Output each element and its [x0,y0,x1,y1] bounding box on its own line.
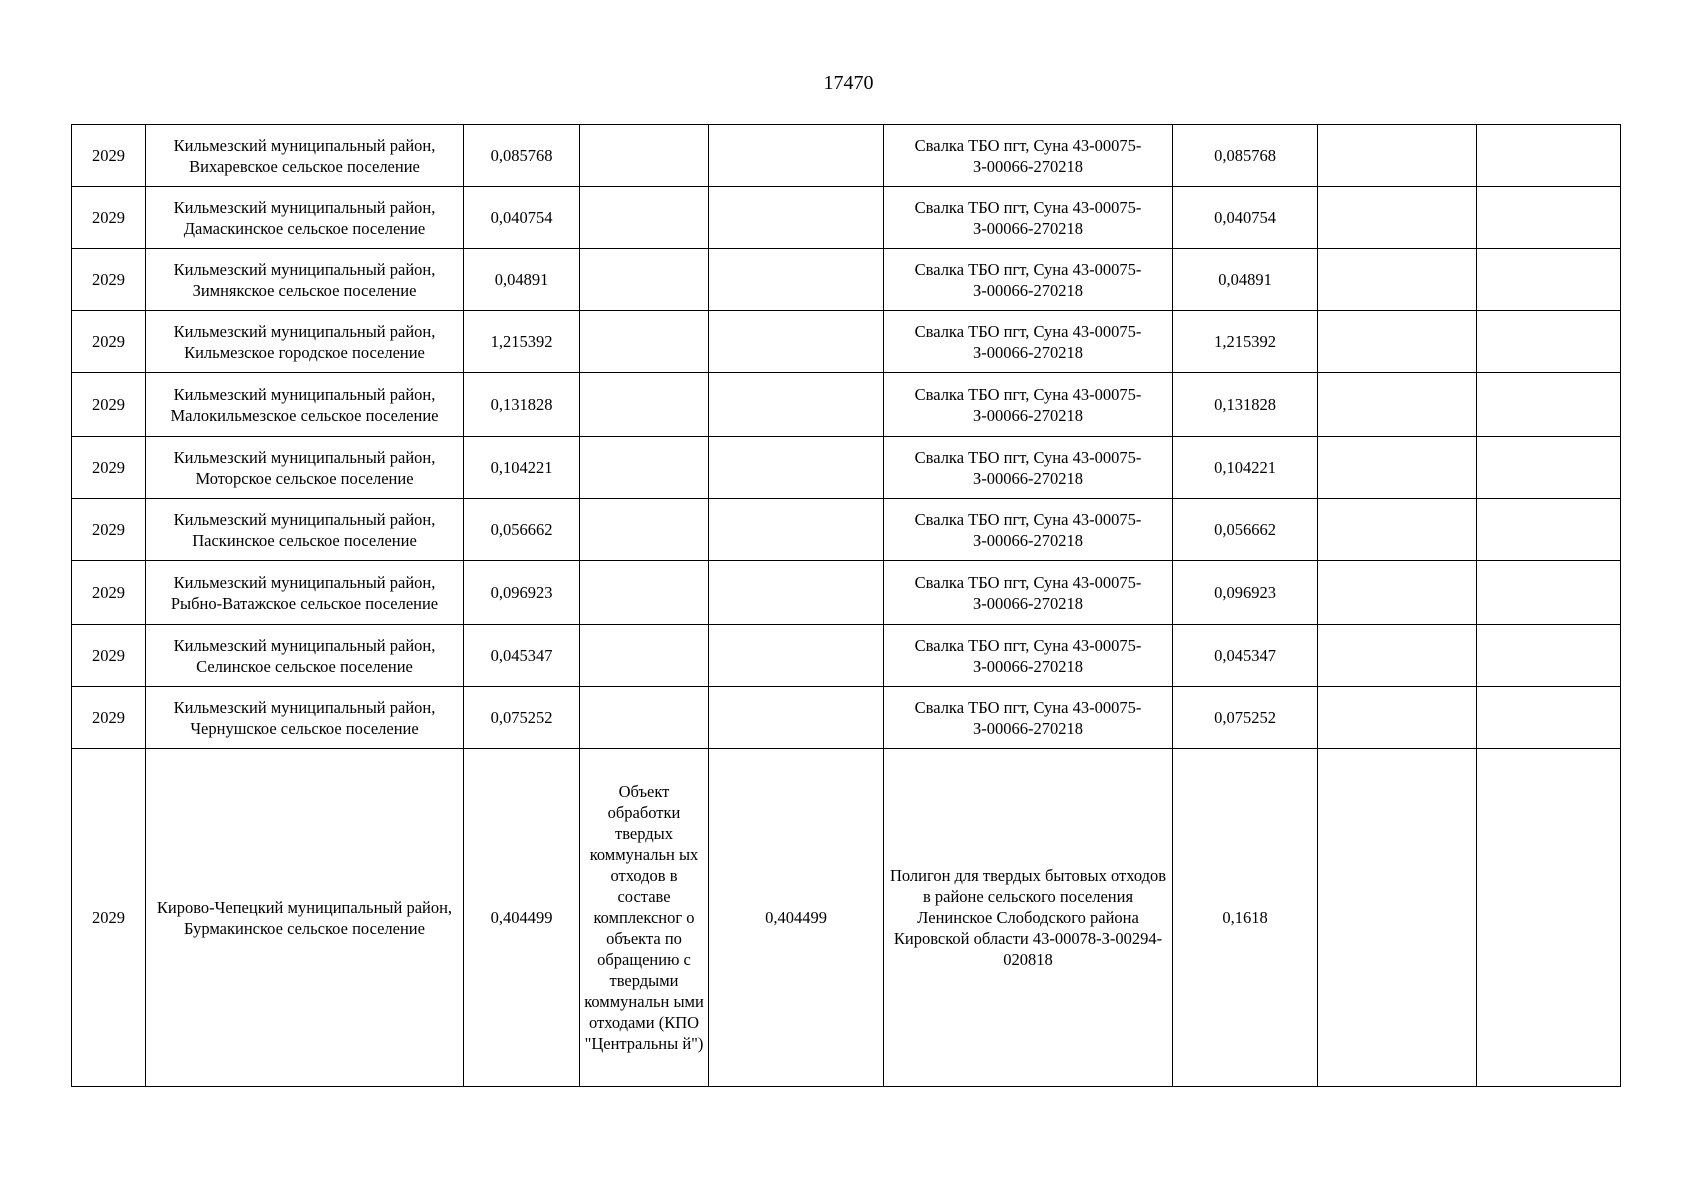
year-cell: 2029 [72,625,146,687]
processing-mass-cell [709,125,884,187]
mass-cell: 0,096923 [464,561,580,625]
mass-cell: 0,085768 [464,125,580,187]
municipality-cell: Кильмезский муниципальный район, Рыбно-Ватажское сельское поселение [146,561,464,625]
mass-cell: 0,04891 [464,249,580,311]
table-row [72,437,1621,499]
processing-object-cell [580,625,709,687]
disposal-object-cell: Свалка ТБО пгт, Суна 43-00075-З-00066-270218 [884,249,1173,311]
mass-cell: 0,131828 [464,373,580,437]
table-row [72,125,1621,187]
disposal-mass-cell: 1,215392 [1173,311,1318,373]
extra-cell-2 [1477,437,1621,499]
mass-cell: 1,215392 [464,311,580,373]
disposal-mass-cell: 0,045347 [1173,625,1318,687]
disposal-mass-cell: 0,056662 [1173,499,1318,561]
table-row [72,311,1621,373]
municipality-cell: Кирово-Чепецкий муниципальный район, Бурмакинское сельское поселение [146,749,464,1087]
municipality-cell: Кильмезский муниципальный район, Малокильмезское сельское поселение [146,373,464,437]
year-cell: 2029 [72,561,146,625]
table-body [72,125,1621,1087]
extra-cell-2 [1477,561,1621,625]
processing-mass-cell: 0,404499 [709,749,884,1087]
processing-mass-cell [709,373,884,437]
table-row [72,687,1621,749]
processing-mass-cell [709,311,884,373]
extra-cell-1 [1318,125,1477,187]
extra-cell-2 [1477,125,1621,187]
processing-mass-cell [709,561,884,625]
extra-cell-2 [1477,311,1621,373]
extra-cell-2 [1477,687,1621,749]
table-row [72,561,1621,625]
processing-mass-cell [709,499,884,561]
extra-cell-2 [1477,749,1621,1087]
processing-object-cell [580,187,709,249]
year-cell: 2029 [72,749,146,1087]
extra-cell-1 [1318,561,1477,625]
disposal-object-cell: Свалка ТБО пгт, Суна 43-00075-З-00066-270218 [884,561,1173,625]
extra-cell-1 [1318,749,1477,1087]
year-cell: 2029 [72,687,146,749]
disposal-object-cell: Свалка ТБО пгт, Суна 43-00075-З-00066-270218 [884,687,1173,749]
year-cell: 2029 [72,187,146,249]
table-row [72,749,1621,1087]
disposal-mass-cell: 0,096923 [1173,561,1318,625]
year-cell: 2029 [72,499,146,561]
processing-object-cell [580,373,709,437]
table-row [72,499,1621,561]
processing-mass-cell [709,187,884,249]
year-cell: 2029 [72,373,146,437]
processing-mass-cell [709,625,884,687]
table-row [72,249,1621,311]
extra-cell-2 [1477,625,1621,687]
extra-cell-1 [1318,499,1477,561]
disposal-mass-cell: 0,04891 [1173,249,1318,311]
extra-cell-2 [1477,373,1621,437]
disposal-mass-cell: 0,1618 [1173,749,1318,1087]
extra-cell-2 [1477,187,1621,249]
disposal-object-cell: Свалка ТБО пгт, Суна 43-00075-З-00066-270218 [884,625,1173,687]
processing-object-cell [580,561,709,625]
extra-cell-1 [1318,187,1477,249]
processing-object-cell [580,311,709,373]
processing-object-cell [580,249,709,311]
year-cell: 2029 [72,311,146,373]
disposal-mass-cell: 0,040754 [1173,187,1318,249]
mass-cell: 0,404499 [464,749,580,1087]
year-cell: 2029 [72,437,146,499]
municipality-cell: Кильмезский муниципальный район, Дамаскинское сельское поселение [146,187,464,249]
municipality-cell: Кильмезский муниципальный район, Чернушское сельское поселение [146,687,464,749]
disposal-object-cell: Свалка ТБО пгт, Суна 43-00075-З-00066-270218 [884,373,1173,437]
municipality-cell: Кильмезский муниципальный район, Паскинское сельское поселение [146,499,464,561]
extra-cell-1 [1318,249,1477,311]
mass-cell: 0,045347 [464,625,580,687]
disposal-object-cell: Свалка ТБО пгт, Суна 43-00075-З-00066-270218 [884,499,1173,561]
table-row [72,187,1621,249]
processing-mass-cell [709,437,884,499]
mass-cell: 0,040754 [464,187,580,249]
municipality-cell: Кильмезский муниципальный район, Кильмезское городское поселение [146,311,464,373]
disposal-object-cell: Свалка ТБО пгт, Суна 43-00075-З-00066-270218 [884,187,1173,249]
extra-cell-2 [1477,249,1621,311]
mass-cell: 0,056662 [464,499,580,561]
processing-object-cell [580,125,709,187]
extra-cell-1 [1318,687,1477,749]
page-number: 17470 [823,72,874,94]
extra-cell-2 [1477,499,1621,561]
disposal-object-cell: Свалка ТБО пгт, Суна 43-00075-З-00066-270218 [884,125,1173,187]
processing-object-cell [580,437,709,499]
processing-object-cell [580,687,709,749]
waste-flow-table [71,124,1621,1087]
extra-cell-1 [1318,311,1477,373]
processing-mass-cell [709,249,884,311]
municipality-cell: Кильмезский муниципальный район, Зимнякское сельское поселение [146,249,464,311]
processing-object-cell: Объект обработки твердых коммунальн ых отходов в составе комплексног о объекта по обращению с твердыми коммунальн ыми отходами (КПО "Центральны й") [580,749,709,1087]
processing-object-cell [580,499,709,561]
disposal-object-cell: Свалка ТБО пгт, Суна 43-00075-З-00066-270218 [884,311,1173,373]
extra-cell-1 [1318,625,1477,687]
disposal-mass-cell: 0,104221 [1173,437,1318,499]
table-row [72,373,1621,437]
mass-cell: 0,075252 [464,687,580,749]
disposal-object-cell: Свалка ТБО пгт, Суна 43-00075-З-00066-270218 [884,437,1173,499]
municipality-cell: Кильмезский муниципальный район, Моторское сельское поселение [146,437,464,499]
municipality-cell: Кильмезский муниципальный район, Селинское сельское поселение [146,625,464,687]
table-row [72,625,1621,687]
year-cell: 2029 [72,125,146,187]
processing-mass-cell [709,687,884,749]
year-cell: 2029 [72,249,146,311]
extra-cell-1 [1318,373,1477,437]
mass-cell: 0,104221 [464,437,580,499]
disposal-mass-cell: 0,131828 [1173,373,1318,437]
disposal-mass-cell: 0,085768 [1173,125,1318,187]
municipality-cell: Кильмезский муниципальный район, Вихаревское сельское поселение [146,125,464,187]
disposal-mass-cell: 0,075252 [1173,687,1318,749]
disposal-object-cell: Полигон для твердых бытовых отходов в районе сельского поселения Ленинское Слободского района Кировской области 43-00078-З-00294-020818 [884,749,1173,1087]
extra-cell-1 [1318,437,1477,499]
